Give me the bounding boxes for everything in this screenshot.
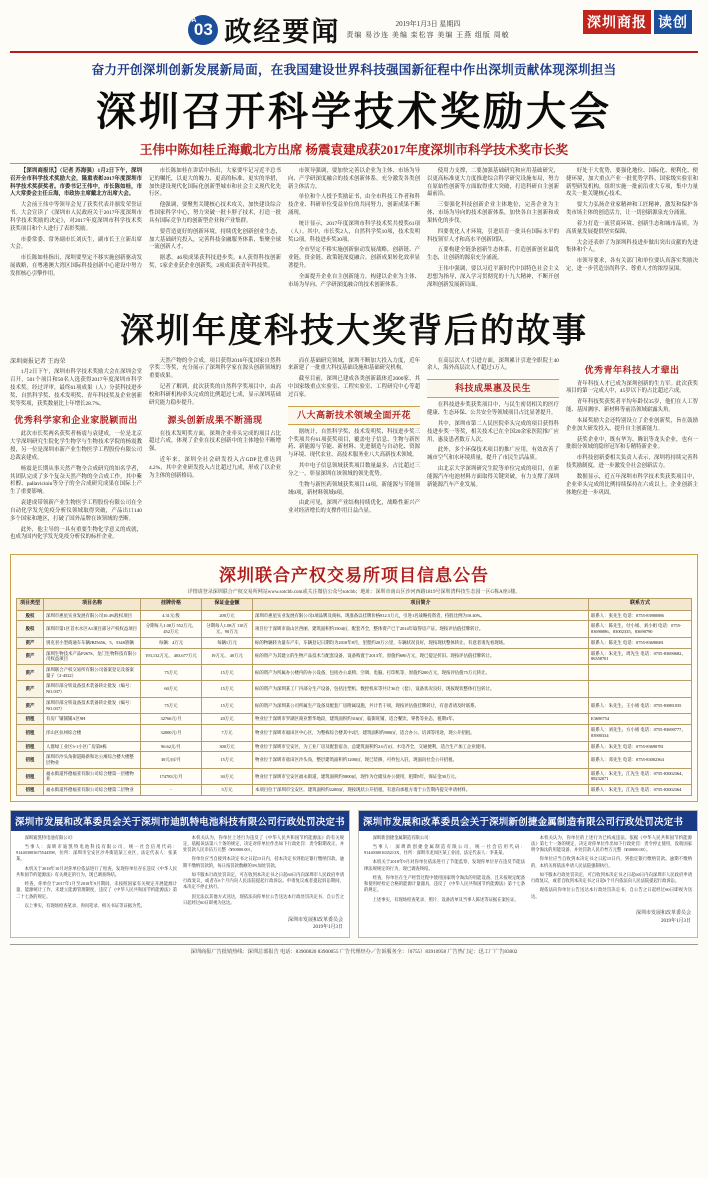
feature-paragraph: 截至目前，深圳已建成各类创新载体近2000家，其中国家级重点实验室、工程实验室、工程研究中心等超过百家。: [288, 376, 420, 398]
notice-date: 2019年1月3日: [660, 918, 691, 924]
news-paragraph: 全市坚定不移实施创新驱动发展战略，创新链、产业链、资金链、政策链深度融合，创新成果转化效率显著提升。: [288, 247, 420, 270]
feature-paragraph: 青年科技奖获奖者平均年龄仅35岁，他们在人工智能、基因测序、新材料等前沿领域崭露头角。: [566, 399, 698, 414]
cell-deposit: 19万元、 40万元: [202, 648, 253, 664]
section-title: 政经要闻: [224, 17, 341, 47]
announcement-title: 深圳联合产权交易所项目信息公告: [219, 566, 489, 586]
cell-desc: 物业位于深圳市罗湖区商业繁华地段，建筑面积约316㎡，临街旺铺，适合餐饮、零售等业态，租期3年。: [253, 714, 589, 725]
cell-price: 32766元/月: [141, 714, 202, 725]
notices-area: [10, 810, 698, 938]
cell-desc: 物业位于深圳市福田区中心区，为整栋综合楼其中2层，建筑面积约800㎡，适合办公、培训等用途，现公开招租。: [253, 725, 589, 741]
feature-paragraph: 其中，深圳市第二人民医院牵头完成的项目获得科技进步奖一等奖，相关技术已在全国20余家医院推广应用，惠及患者数万人次。: [427, 420, 559, 443]
announcement-block: [10, 554, 698, 802]
news-paragraph: 单位和个人授予奖励证书，由全市科技工作者和科技企业、科研单位受益单位的共同努力，创新成果不断涌现。: [288, 194, 420, 217]
news-column-3: [288, 168, 420, 293]
feature-paragraph: 此外，他主导的一具有重要生物化学意义的成就，也成为国内化学发光免疫分析仪的标杆企业。: [10, 526, 142, 541]
cell-desc: 本项目位于深圳市宝安区，建筑面积约2200㎡，现按现状公开招租，有意向承租方请于公告期内提交申请材料。: [253, 785, 589, 796]
cell-type: 股权: [17, 621, 44, 637]
notice-paragraph: 上述事实，有现场检查笔录、照片、设备清单及当事人陈述等证据在案佐证。: [372, 896, 519, 902]
masthead-date: 2019年1月3日 星期四: [395, 20, 461, 28]
feature-paragraph: 近年来，深圳全社会研发投入占GDP比重达到4.2%，其中企业研发投入占比超过九成，形成了以企业为主体的创新格局。: [149, 457, 281, 479]
cell-name: 深圳市部分铁设备技术装备转让批发（编号：NO.037）: [44, 681, 141, 697]
news-paragraph: 四要优化人才环境，引进培育一批具有国际水平的科技领军人才和高水平创新团队。: [427, 228, 559, 243]
notice-body-1: [11, 831, 349, 915]
cell-price: 96.62元/月: [141, 741, 202, 752]
notice-org: 深圳市发展和改革委员会: [287, 917, 343, 923]
notice-title: 深圳市发展和改革委员会关于深圳新创捷金属制造有限公司行政处罚决定书: [359, 811, 697, 831]
feature-paragraph: 生物与新医药领域获奖项目14项，新能源与节能领域9项，新材料领域8项。: [288, 481, 420, 496]
notice-card-2: [358, 810, 698, 938]
cell-deposit: 7万元: [202, 725, 253, 741]
feature-paragraph: 此次市长奖两名获奖者杨震与袁建成，一位是北京大学深圳研究生院化学生物学与生物技术学院的杨震教授，另一位是深圳市新产业生物医学工程股份有限公司总裁袁建成。: [10, 431, 142, 461]
news-column-1: [10, 168, 142, 293]
byline: 深圳商报记者 王海荣: [10, 358, 66, 365]
cell-name: 别克君小型商通车车辆JBJ5656、5、534S轿辆: [44, 637, 141, 648]
cell-name: 福永街道怀德福亚有限公司综合楼第二层物业: [44, 785, 141, 796]
feature-subhead-2: 源头创新成果不断涌现: [167, 414, 263, 425]
cell-type: 招租: [17, 752, 44, 768]
news-paragraph: 他强调，要聚焦关键核心技术攻关，加快建设综合性国家科学中心，努力突破一批卡脖子技术，打造一批具有国际竞争力的创新型企业和产业集群。: [149, 202, 281, 224]
cell-type: 资产: [17, 665, 44, 681]
col-header-name: 项目名称: [44, 599, 141, 611]
cell-name: 福永街道怀德福亚有限公司综合楼第一层楼物业: [44, 768, 141, 784]
cell-price: 60万元: [141, 681, 202, 697]
news-paragraph: 【深圳商报讯】（记者 苏海强）1月2日下午，深圳召开全市科学技术奖励大会，隆重表彰2017年度深圳市科学技术奖获奖者。市委书记王伟中，市长陈如桂，市人大常委会主任丘海，市政协主席戴北方出席大会。: [10, 168, 142, 198]
cell-deposit: 200万元: [202, 610, 253, 621]
cell-type: 资产: [17, 681, 44, 697]
masthead-staff: 责编 易沙连 美编 栾松容 美编 王燕 组版 周敏: [346, 30, 510, 39]
cell-contact: 联系人：刘先生、方小姐 电话：0755-83690777、83900334: [589, 725, 692, 741]
cell-deposit: 300万元: [202, 741, 253, 752]
feature-paragraph: 据统计，自然科学奖、技术发明奖、科技进步奖三个奖项共有61项获奖项目，覆盖电子信息、生物与新医药、新能源与节能、新材料、先进制造与自动化、资源与环境、现代农业、高技术服务业八大高新技术领域。: [288, 428, 420, 459]
cell-name: 深圳市第1区首水水区A1项目部分产权权益项目: [44, 621, 141, 637]
table-row: [17, 610, 692, 621]
cell-deposit: 15万元: [202, 665, 253, 681]
table-row: [17, 752, 692, 768]
feature-subhead-5: 优秀青年科技人才辈出: [584, 364, 680, 375]
feature-paragraph: 而在基础研究领域，深圳不断加大投入力度，近年来新建了一批重大科技基础设施和基础研究机构。: [288, 357, 420, 372]
feature-column-4: [427, 358, 559, 546]
feature-headline: 深圳年度科技大奖背后的故事: [120, 312, 588, 350]
cell-name: 人群绿工业区3-1小区广房第8栋: [44, 741, 141, 752]
table-row: [17, 637, 692, 648]
news-paragraph: 统计显示，2017年度深圳市科学技术奖共授奖61项（人）。其中，市长奖2人，自然科学奖10项，技术发明奖12项，科技进步奖30项。: [288, 220, 420, 243]
cell-type: 招租: [17, 725, 44, 741]
table-row: [17, 621, 692, 637]
news-paragraph: 大会还表彰了为深圳科技进步做出突出贡献的先进集体和个人。: [566, 239, 698, 254]
feature-subhead-1: 优秀科学家和企业家脱颖而出: [14, 415, 138, 426]
table-row: [17, 714, 692, 725]
announcement-subtitle: 详情请登录深圳联合产权交易所网站www.sotcbb.com或关注微信公众号sotcbb；地址：深圳市南山区沙河西路1819号深圳湾科技生态园一区G栋A座1楼。: [187, 590, 521, 596]
cell-contact: 联系人：朱先生、周先生 电话：0755-83690682、86358701: [589, 648, 692, 664]
cell-name: 深圳市惠星实业发展有限公司10.4%股权项目: [44, 610, 141, 621]
cell-type: 招租: [17, 741, 44, 752]
masthead-center: [166, 10, 532, 49]
news-paragraph: 市领导要求，各有关部门和单位要认真落实奖励决定，进一步营造崇尚科学、尊重人才的浓厚氛围。: [566, 258, 698, 273]
news-paragraph: 着力打造一流营商环境、创新生态和城市品质，为高质量发展提供坚实保障。: [566, 220, 698, 235]
notice-paragraph: 本机关于2018年10月对你单位依法进行了检查，发现你单位存在违反《中华人民共和国节约能源法》有关规定的行为，现已调查终结。: [16, 865, 177, 877]
notice-paragraph: 本机关认为，你单位上述行为违反了《中华人民共和国节约能源法》的有关规定，依据该法第八十条的规定，决定对你单位作出如下行政处罚：责令限期改正，并处罚款人民币伍万元整（¥50000.00）。: [183, 834, 344, 853]
cell-price: 4.31元/股: [141, 610, 202, 621]
cell-deposit: 5万元: [202, 785, 253, 796]
sub-headline: 王伟中陈如桂丘海戴北方出席 杨震袁建成获2017年度深圳市科学技术奖市长奖: [139, 143, 569, 157]
notice-paragraph: 本机关认为，你单位的上述行为已构成违法。依据《中华人民共和国节约能源法》第七十一条的规定，决定对你单位作出如下行政处罚：责令停止使用，没收国家明令淘汰的用能设备，并处罚款人民币叁万元整（¥30000.00）。: [531, 834, 692, 853]
notice-signature-1: [11, 915, 349, 937]
news-paragraph: 据悉，46项成果获科技进步奖，8人获得科技创新奖，5家企业获企业创新奖，2项成果获青年科技奖。: [149, 255, 281, 270]
cell-deposit: 每辆1万元: [202, 637, 253, 648]
news-column-2: [149, 168, 281, 293]
cell-type: 招租: [17, 785, 44, 796]
feature-paragraph: 由此可见，深圳产业结构持续优化，战略性新兴产业对经济增长的支撑作用日益凸显。: [288, 500, 420, 515]
cell-desc: 项目位于深圳市南山区西丽，建筑面积约1504㎡，配套齐全，整体资产已于2014年取得房产证。现按评估值挂牌转让。: [253, 621, 589, 637]
news-paragraph: 要营造更好的创新环境，持续优化创新创业生态，加大基础研究投入，完善科技金融服务体系，集聚全球一流创新人才。: [149, 228, 281, 251]
feature-paragraph: 青年科技人才已成为深圳创新的生力军。此次获奖项目的第一完成人中，45岁以下的占比超过六成。: [566, 380, 698, 395]
news-paragraph: 使用力支撑，二要加强基础研究和应用基础研究，以更高标准更大力度推进综合科学研究设施布局，努力在原始性创新等方面取得重大突破，打造科研自主创新最前沿。: [427, 168, 559, 198]
feature-paragraph: 在高层次人才引进方面，深圳累计引进全职院士40余人，海外高层次人才超过1万人。: [427, 357, 559, 372]
cell-name: 有房厂铺铺铺A区9H: [44, 714, 141, 725]
news-paragraph: 市长陈如桂在讲话中指出，大家要牢记习近平总书记的嘱托，以更大的魄力、更高的标准、更实的举措，加快建设现代化国际化创新型城市和社会主义现代化先行区。: [149, 168, 281, 198]
news-paragraph: 市领导强调，要加快完善以企业为主体、市场为导向、产学研深度融合的技术创新体系，充分激发各类创新主体活力。: [288, 168, 420, 190]
table-row: [17, 697, 692, 713]
notice-body-2: [359, 831, 697, 908]
news-paragraph: 全面提升企业自主创新能力，构建以企业为主体、市场为导向、产学研深度融合的技术创新体系。: [288, 273, 420, 288]
notice-date: 2019年1月3日: [312, 925, 343, 931]
notice-paragraph: 如不服本行政处罚决定，可自收到本决定书之日起60日内向深圳市人民政府申请行政复议，或者自收到本决定书之日起6个月内依法向人民法院提起行政诉讼。: [531, 871, 692, 884]
cell-price: 75万元: [141, 665, 202, 681]
news-paragraph: 大会前王伟中等领导会见了获奖代表并颁发荣誉证书。大会宣读了《深圳市人民政府关于2017年度深圳市科学技术奖励的决定》，对2017年度深圳市科学技术奖获奖项目和个人进行了表彰奖励。: [10, 202, 142, 232]
news-paragraph: 市委常委、常务副市长刘庆生，副市长王立新出席大会。: [10, 236, 142, 251]
notice-paragraph: 经查，你单位在生产经营过程中使用国家明令淘汰的用能设备，且未按规定配备和使用经检定合格的能源计量器具，违反了《中华人民共和国节约能源法》第十七条的规定。: [364, 874, 525, 893]
cell-desc: 物业位于深圳市盐田区沙头角，整层建筑面积约1200㎡，现已装修，可拎包入驻，现面向社会公开招租。: [253, 752, 589, 768]
notice-paragraph: 经查，你单位于2017年1月至2018年9月期间，未按照国家有关规定开展能源计量、能源统计工作，未建立能源管理制度，违反了《中华人民共和国节约能源法》第二十七条的规定。: [16, 881, 177, 899]
divider: [10, 163, 698, 164]
cell-desc: 标的资产为深圳某公司所属生产设备及配套厂房附属设施，共计若干项，现按评估值挂牌转让，有意者请及时联系。: [253, 697, 589, 713]
feature-paragraph: 数据显示，近五年深圳市科学技术奖获奖项目中，企业牵头完成的比例持续保持在六成以上，企业创新主体地位进一步巩固。: [566, 473, 698, 496]
news-paragraph: 好处于大优势，要强化地位、国际化、便利化、便捷环境，加大重点产业一批优势学科、国家级实验室和新型研发机构，组织实施一批前沿重大专项，集中力量攻关一批关键核心技术。: [566, 168, 698, 198]
cell-deposit: 分期每人1.08万 110万元、90万元: [202, 621, 253, 637]
notice-paragraph: 如不服本行政处罚决定，可在收到本决定书之日起60日内向深圳市人民政府申请行政复议，或者在6个月内向人民法院提起行政诉讼。申请复议或者提起诉讼期间，本决定不停止执行。: [183, 871, 344, 890]
feature-paragraph: 市科技创新委相关负责人表示，深圳将持续完善科技奖励制度，进一步激发全社会创新活力。: [566, 455, 698, 470]
table-row: [17, 681, 692, 697]
cell-name: 深圳市沙头角街道路新和达公寓综合楼大楼整层物业: [44, 752, 141, 768]
notice-paragraph: 你单位应当自接到本决定书之日起15日内，持本决定书到指定银行缴纳罚款。逾期不缴纳罚款的，每日按罚款数额的3%加处罚款。: [183, 856, 344, 868]
cell-desc: 标的资产为深圳某工厂内部分生产设备，包括注塑机、数控机床等共计36台（套），设备状况良好，现按现状整体打包转让。: [253, 681, 589, 697]
cell-deposit: 30万元: [202, 768, 253, 784]
paper-logo-sub: 读创: [654, 10, 692, 34]
news-body: [10, 168, 698, 293]
feature-paragraph: 在科技进步奖获奖项目中，与民生密切相关的医疗健康、生态环保、公共安全等领域项目占比显著提升。: [427, 402, 559, 417]
cell-contact: 联系人：朱先生、王小姐 电话：0755-83881035: [589, 697, 692, 713]
page-footer: 深圳商报广告批销热线：深圳总部报告 电话：83900820 83900055 广告代理经办／告诉服务全：（0755）83910958 广告热门定：迅工厂广告83002: [10, 944, 698, 955]
feature-paragraph: 袁建成带领新产业生物医学工程股份有限公司在全自动化学发光免疫分析仪领域取得突破，产品出口140多个国家和地区，打破了国外品牌在该领域的垄断。: [10, 500, 142, 522]
feature-paragraph: 其中电子信息领域获奖项目数量最多，占比超过三分之一，彰显深圳在该领域的领先优势。: [288, 463, 420, 477]
cell-desc: 标的资产为所属办公楼内的办公设备，包括办公桌椅、空调、电脑、打印机等，原值约200万元，现按评估值75万元转让。: [253, 665, 589, 681]
col-header-contact: 联系方式: [589, 599, 692, 611]
table-row: [17, 648, 692, 664]
notice-paragraph: 当事人：深圳新创捷金属制造有限公司，统一社会信用代码：914403001635213X，住所：深圳市龙岗区某工业园，法定代表人：李某某。: [364, 844, 525, 856]
cell-desc: 标的资产为其建立的生物产品技术与配套设备，设备购置于2013年，原值约680万元，现已提足折旧。现按评估值挂牌转让。: [253, 648, 589, 664]
feature-paragraph: 由北京大学深圳研究生院等单位完成的项目，在新能源汽车电池材料方面取得关键突破，有力支撑了深圳新能源汽车产业发展。: [427, 466, 559, 488]
cell-contact: 联系人：朱先生 电话：0755-83690781: [589, 741, 692, 752]
cell-price: 193,132万元、 403,677万元: [141, 648, 202, 664]
feature-paragraph: 杨震是长期从事天然产物全合成研究的知名学者，其团队完成了多个复杂天然产物的全合成工作，其中紫杉醇、pallavicinin等分子的全合成研究成果在国际上产生了重要影响。: [10, 465, 142, 496]
cell-price: -: [141, 785, 202, 796]
table-row: [17, 665, 692, 681]
notice-paragraph: 当事人：深圳市迪凯特电池科技有限公司，统一社会信用代码：914403003675544398，住所：深圳市宝安区沙井街道某工业区，法定代表人：张某某。: [16, 844, 177, 862]
feature-paragraph: 天然产物的全合成，项目获得2016年度国家自然科学奖二等奖，充分展示了深圳科学家在源头创新领域的重要成果。: [149, 357, 281, 380]
notice-card-1: [10, 810, 350, 938]
cell-type: 招租: [17, 714, 44, 725]
news-paragraph: 王伟中强调，要以习近平新时代中国特色社会主义思想为指导，深入学习贯彻党的十九大精神，不断开创深圳创新发展新局面。: [427, 266, 559, 288]
feature-paragraph: 记者了解到，此次获奖的自然科学奖项目中，由高校和科研机构牵头完成的比例超过七成，显示深圳基础研究能力稳步提升。: [149, 384, 281, 406]
cell-deposit: 15万元: [202, 697, 253, 713]
cell-desc: 深圳市惠星实业发展有限公司3项品牌及商标，现准备以挂牌价格812.5万元，引进1名战略投资者，持股比例为10.40%。: [253, 610, 589, 621]
table-row: [17, 785, 692, 796]
paper-logo-name: 深圳商报: [583, 10, 651, 34]
table-row: [17, 768, 692, 784]
notice-paragraph: 因无法以其他方式送达，现依法向你单位公告送达本行政处罚决定书，自公告之日起经过60日即视为送达。: [183, 893, 344, 905]
cell-price: 每辆：4万元: [141, 637, 202, 648]
feature-paragraph: 此外，多个环保技术项目的推广应用，有效改善了城市空气和水环境质量，提升了市民生活品质。: [427, 447, 559, 462]
col-header-desc: 项目简介: [253, 599, 589, 611]
shoulder-headline: 奋力开创深圳创新发展新局面，在我国建设世界科技强国新征程中作出深圳贡献体现深圳担当: [91, 63, 617, 77]
notice-title: 深圳市发展和改革委员会关于深圳市迪凯特电池科技有限公司行政处罚决定书: [11, 811, 349, 831]
cell-name: 深圳生物技术产品P267S、龙门生物科技有限公司权益项目: [44, 648, 141, 664]
cell-desc: 物业位于深圳市宝安区福永街道，建筑面积约5800㎡，现作为仓储及办公使用，租期5年，保证金30万元。: [253, 768, 589, 784]
cell-contact: [589, 681, 692, 697]
cell-type: 资产: [17, 697, 44, 713]
cell-deposit: 20万元: [202, 714, 253, 725]
cell-contact: 联系人：朱先生、江先生 电话：0755-83002364: [589, 785, 692, 796]
feature-paragraph: 获奖企业中，既有华为、腾讯等龙头企业，也有一批细分领域的隐形冠军和专精特新企业。: [566, 436, 698, 451]
col-header-deposit: 保证金金额: [202, 599, 253, 611]
notice-paragraph: 深圳新创捷金属制造有限公司：: [372, 834, 433, 840]
cell-contact: 联系人：邓先生 电话：0755-83002364: [589, 752, 692, 768]
cell-contact: 联系人：陈先生 电话：0755-83690681: [589, 637, 692, 648]
cell-name: 洋山区抗州综合楼: [44, 725, 141, 741]
cell-desc: 物业位于深圳市宝安区，为工业厂房及配套宿舍，总建筑面积约2.6万㎡，水电齐全，交通便利，适合生产加工企业使用。: [253, 741, 589, 752]
col-header-type: 项目类型: [17, 599, 44, 611]
news-paragraph: 市长陈如桂指出，深圳要坚定不移实施创新驱动发展战略，在粤港澳大湾区国际科技创新中心建设中努力发挥核心引擎作用。: [10, 255, 142, 277]
section-badge: [188, 15, 218, 45]
cell-price: 174783元/月: [141, 768, 202, 784]
cell-contact: 联系人：张先生 电话：0755-83900886: [589, 610, 692, 621]
cell-deposit: 15万元: [202, 681, 253, 697]
section-badge-letter: A: [191, 16, 197, 24]
feature-subhead-3: 八大高新技术领域全面开花: [288, 406, 420, 425]
feature-paragraph: 本届奖励大会还特别设立了企业创新奖，旨在鼓励企业加大研发投入、提升自主创新能力。: [566, 417, 698, 432]
cell-contact: [589, 665, 692, 681]
cell-type: 股权: [17, 610, 44, 621]
table-row: [17, 725, 692, 741]
main-headline: 深圳召开科学技术奖励大会: [96, 89, 612, 134]
masthead-right: [532, 10, 692, 34]
table-header-row: [17, 599, 692, 611]
masthead-meta: [346, 19, 509, 40]
notice-paragraph: 深圳迪凯特电池有限公司：: [24, 834, 77, 840]
paper-logo: [583, 10, 692, 34]
masthead: [10, 6, 698, 53]
feature-column-2: [149, 358, 281, 546]
feature-column-5: [566, 358, 698, 546]
cell-price: 75万元: [141, 697, 202, 713]
notice-org: 深圳市发展和改革委员会: [635, 911, 691, 917]
news-column-4: [427, 168, 559, 293]
notice-paragraph: 现依法向你单位公告送达本行政处罚决定书，自公告之日起经过60日即视为送达。: [531, 887, 692, 899]
news-paragraph: 三要强化科技创新企业主体地位，完善企业为主体、市场为导向的技术创新体系，加快各自主创新和成果转化的步伐。: [427, 202, 559, 224]
cell-contact: E3690754: [589, 714, 692, 725]
cell-contact: 联系人：朱先生、江先生 电话：0755-83002364、88232071: [589, 768, 692, 784]
feature-paragraph: 1月2日下午，深圳市科学技术奖励大会在深圳会堂召开，501个项目和50名人选获得2017年度深圳市科学技术奖。经过评审，最终61项成果（人）分获科技进步奖、自然科学奖、技术发明奖、青年科技奖及企业创新奖等奖项，获奖数量比上年增长28.7%。: [10, 369, 142, 407]
feature-subhead-4: 科技成果惠及民生: [427, 379, 559, 398]
cell-name: 深圳联合产权交易所有限公司备案登记及备案量子（2-4522）: [44, 665, 141, 681]
notice-paragraph: 以上事实，有现场检查笔录、询问笔录、相关书证等证据为凭。: [24, 902, 145, 908]
table-row: [17, 741, 692, 752]
feature-body: [10, 358, 698, 546]
announcement-table: [16, 598, 692, 796]
feature-column-3: [288, 358, 420, 546]
cell-contact: 联系人：陈先生、付小姐、刘小姐 电话：0755-83690086、83002335、83690790: [589, 621, 692, 637]
cell-deposit: 15万元: [202, 752, 253, 768]
notice-signature-2: [359, 908, 697, 930]
cell-desc: 标的物辆转为量车产车，车辆登记日期均为2010年8月，里程约20万公里，车辆状况良好，现按现状整体转让。有意者请先看现场。: [253, 637, 589, 648]
section-badge-number: 03: [193, 19, 213, 39]
notice-paragraph: 本机关于2018年9月对你单位依法进行了节能监察，发现你单位存在违反节能法律法规规定的行为，现已调查终结。: [364, 859, 525, 871]
cell-name: 深圳市部分铁设备技术装备转让批发（编号：NO.037）: [44, 697, 141, 713]
news-paragraph: 五要构建全链条创新生态体系，打造创新创业最优生态，让创新的源泉充分涌流。: [427, 247, 559, 262]
feature-column-1: [10, 358, 142, 546]
news-paragraph: 要大力弘扬企业家精神和工匠精神，激发和保护各类市场主体的创造活力，让一切创新源泉充分涌流。: [566, 202, 698, 217]
cell-type: 招租: [17, 768, 44, 784]
feature-paragraph: 在技术发明奖方面，深圳企业牵头完成的项目占比超过六成，体现了企业在技术创新中的主体地位不断增强。: [149, 430, 281, 453]
cell-price: 30元/㎡/月: [141, 752, 202, 768]
col-header-price: 挂牌价格: [141, 599, 202, 611]
cell-price: 32000元/月: [141, 725, 202, 741]
notice-paragraph: 你单位应当自收到本决定书之日起15日内，到指定银行缴纳罚款。逾期不缴纳的，本机关将依法申请人民法院强制执行。: [531, 856, 692, 868]
cell-type: 资产: [17, 648, 44, 664]
cell-price: 分期每人1.08万 552万元、452万元: [141, 621, 202, 637]
cell-type: 资产: [17, 637, 44, 648]
news-column-5: [566, 168, 698, 293]
